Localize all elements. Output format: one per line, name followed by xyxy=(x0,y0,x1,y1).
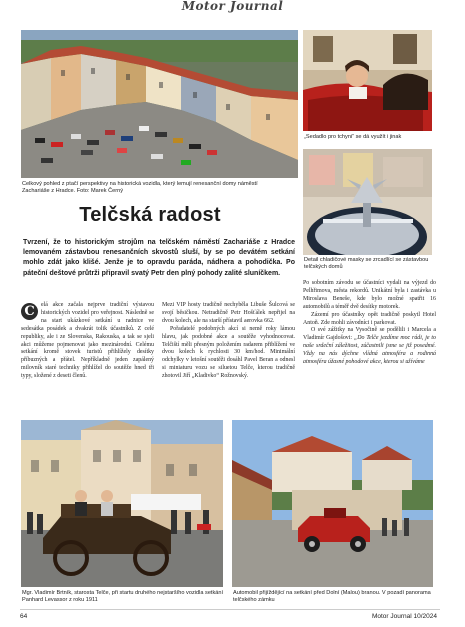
article-column-1 xyxy=(21,302,154,381)
article-headline: Telčská radost xyxy=(79,204,221,226)
drop-cap: C xyxy=(21,303,38,320)
paragraph-text: elá akce začala nejprve tradiční výstavou historických vozidel pro veřejnost. Následně se na start ukázkové setkání u radnice ve sedesátka posádek a dvakrát tolik účastníků. Z celé republiky, ale i ze Slovenska, Rakouska, a tak se sjeli akci můžeme pojmenovat jako mezinárodní. Celému setkání kromě stovek turistů přihlížely desítky příbuzných a přátel. Nepříkladně jeden zapálený milovník staré techniky přihlížel do soutěže hned tři typy, složené z deseti členů. xyxy=(21,302,154,380)
photo-square xyxy=(21,30,298,178)
article-column-2 xyxy=(162,302,295,381)
issue-label: Motor Journal 10/2024 xyxy=(371,613,437,620)
article-column-3 xyxy=(303,280,436,367)
photo-ornament xyxy=(303,149,432,255)
photo-parade xyxy=(21,420,223,587)
paragraph: Mezi VIP hosty tradičně nechyběla Libuše Šulcová se svojí běsičkou. Netradičně Petr Hošťálek nepřijel na dvou kolech, ale na starší přístavil aerovka 662. xyxy=(162,302,295,324)
photo-castle xyxy=(232,420,433,587)
masthead xyxy=(0,0,465,24)
caption-parade: Mgr. Vladimír Brtník, starosta Telče, při startu druhého nejstaršího vozidla setkání Panhard Levassor z roku 1911 xyxy=(22,590,224,603)
caption-girl: „Sedadlo pro tchyni“ se dá využít i jinak xyxy=(304,134,402,140)
magazine-logo: Motor Journal xyxy=(181,0,284,13)
caption-castle: Automobil přijíždějící na setkání před Dolní (Malou) branou. V pozadí panorama telčského zámku xyxy=(233,590,431,603)
footer-rule xyxy=(20,609,440,610)
paragraph xyxy=(303,327,436,367)
article-lead: Tvrzení, že to historickým strojům na telčském náměstí Zachariáše z Hradce lemovaném zástavbou renesančních skvostů sluší, by se po devátém setkání mohlo zdát jako klišé. Jenže je to opravdu paráda, nádhera a pohodička. Po páteční deštové průtrži připravil svatý Petr den plný pohody zalité sluníčkem. xyxy=(23,239,295,277)
paragraph: Po sobotním závodu se účastníci vydali na výjezd do Pelhřimova, města rekordů. Unikátní byla i zastávka u Miroslava Beneše, kde bylo možné spatřit 16 automobilů a téměř dvě desítky motorek. xyxy=(303,280,436,310)
photo-girl xyxy=(303,30,432,131)
quote-text: „Do Telče jezdíme moc rádi, je to naše srdeční záležitost, zúčastnili jsme se již posedmé. Vždy na nás dýchne vlídná atmosféra a rodinná atmosféra úžasné pohodové akce, kterou si užíváme xyxy=(303,335,436,366)
page-number: 64 xyxy=(20,613,28,620)
caption-ornament: Detail chladičové masky se zrcadlící se zástavbou telčských domů xyxy=(304,257,429,270)
paragraph xyxy=(21,302,154,381)
paragraph: Zázemí pro účastníky opět tradičně poskytl Hotel Antoň. Zde mohli závodníci i parkovat. xyxy=(303,311,436,326)
paragraph-text: O své zážitky na Vysočině se podělili i Marcela a Vladimír Gajdošovi: xyxy=(303,327,436,342)
paragraph: Pořadatelé podobných akcí si nemě roky lámou hlavu, jak podobné akce a soutěže vyhodnocovat. Telčiští měli přesným položením radarem přiblížení ve dvou kolech k rychlosti 30 km/hod. Minimální odchylky v letošní soutěži dosáhl Pavel Beran a odnesl si miniaturu vozu se siluetou Telče, kterou tradičně zhotovil Jiří „Kladivko“ Rožnovský. xyxy=(162,325,295,380)
caption-square: Celkový pohled z ptačí perspektivy na historická vozidla, který lemují renesanční domy náměstí Zachariáše z Hradce. Foto: Marek Černý xyxy=(22,181,258,194)
